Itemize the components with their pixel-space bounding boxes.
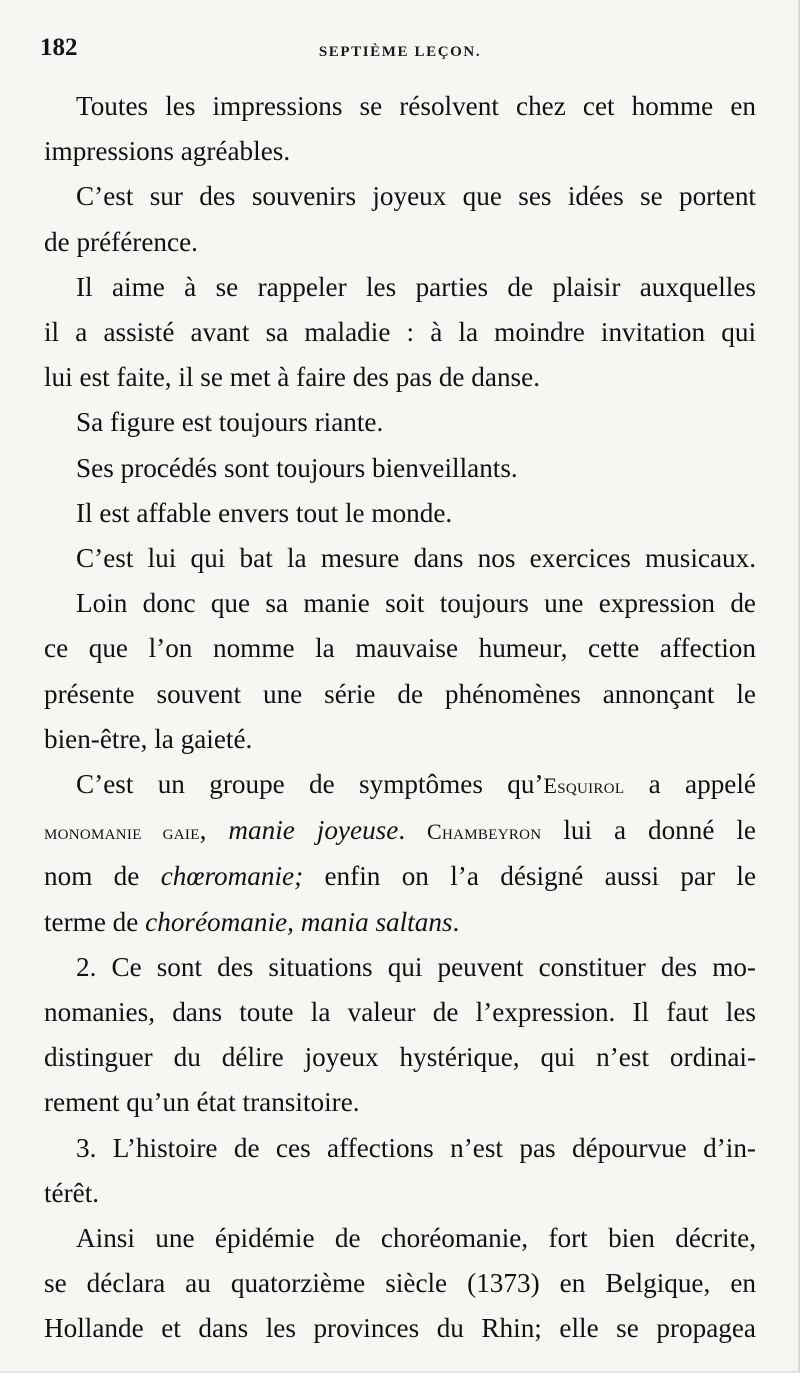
- text-line: Il aime à se rappeler les parties de plaisir auxquelles: [76, 271, 756, 302]
- paragraph: [44, 762, 756, 945]
- text-line: Ses procédés sont toujours bienveillants.: [76, 452, 518, 483]
- text-line: Toutes les impressions se résolvent chez cet homme en: [76, 91, 756, 121]
- text-line: Hollande et dans les provinces du Rhin; elle se propagea: [44, 1313, 756, 1344]
- paragraph: [44, 174, 756, 264]
- text-line: [44, 900, 756, 945]
- text-line: distinguer du délire joyeux hystérique, qui n’est ordinai-: [44, 1042, 756, 1073]
- text-line: bien-être, la gaieté.: [44, 723, 253, 754]
- paragraph: [44, 1126, 756, 1216]
- text-run: terme de: [44, 906, 146, 937]
- text-line: rement qu’un état transitoire.: [44, 1087, 360, 1118]
- text-line: se déclara au quatorzième siècle (1373) en Belgique, en: [44, 1268, 756, 1299]
- text-line: 2. Ce sont des situations qui peuvent constituer des mo-: [76, 951, 756, 982]
- text-line: nomanies, dans toute la valeur de l’expression. Il faut les: [44, 997, 756, 1028]
- author-name: Esquirol: [543, 773, 625, 799]
- text-run: lui a donné le: [541, 815, 756, 846]
- paragraph: [44, 1216, 756, 1352]
- term-italic: chœromanie;: [160, 861, 304, 892]
- text-line: il a assisté avant sa maladie : à la moindre invitation qui: [44, 317, 756, 348]
- term-italic: manie joyeuse: [228, 815, 399, 846]
- text-run: enfin on l’a désigné aussi par le: [303, 861, 757, 892]
- paragraph: [44, 400, 756, 445]
- paragraph: [44, 265, 756, 401]
- text-run: a appelé: [624, 769, 756, 800]
- text-line: C’est lui qui bat la mesure dans nos exercices musicaux.: [76, 543, 756, 574]
- text-line: Loin donc que sa manie soit toujours une expression de: [76, 588, 756, 619]
- text-line: Il est affable envers tout le monde.: [76, 497, 453, 528]
- text-line: de préférence.: [44, 226, 198, 257]
- text-line: ce que l’on nomme la mauvaise humeur, cette affection: [44, 633, 756, 664]
- text-line: Sa figure est toujours riante.: [76, 407, 384, 438]
- text-run: nom de: [44, 861, 161, 892]
- paragraph: [44, 536, 756, 581]
- text-line: impressions agréables.: [44, 136, 291, 167]
- text-run: .: [452, 906, 460, 937]
- text-line: [44, 808, 756, 854]
- paragraph: [44, 491, 756, 536]
- term-small-caps: monomanie gaie: [44, 819, 200, 845]
- running-head: [0, 0, 800, 90]
- text-run: ,: [199, 815, 229, 846]
- text-line: lui est faite, il se met à faire des pas de danse.: [44, 362, 540, 393]
- text-line: [44, 854, 756, 899]
- paragraph: [44, 945, 756, 1126]
- term-italic: choréomanie, mania saltans: [145, 906, 453, 937]
- text-run: .: [398, 815, 428, 846]
- paragraph: [44, 84, 756, 174]
- text-line: [44, 762, 756, 808]
- text-line: présente souvent une série de phénomènes annonçant le: [44, 678, 756, 709]
- chapter-heading: SEPTIÈME LEÇON.: [318, 44, 482, 60]
- text-line: 3. L’histoire de ces affections n’est pas dépourvue d’in-: [76, 1132, 756, 1163]
- paragraph: [44, 446, 756, 491]
- author-name: Chambeyron: [427, 819, 542, 845]
- text-line: Ainsi une épidémie de choréomanie, fort bien décrite,: [76, 1223, 756, 1254]
- text-run: C’est un groupe de symptômes qu’: [76, 769, 544, 800]
- text-line: térêt.: [44, 1177, 100, 1208]
- paragraph: [44, 581, 756, 762]
- body-text: [44, 84, 756, 1352]
- text-line: C’est sur des souvenirs joyeux que ses idées se portent: [76, 181, 756, 212]
- page-number: 182: [40, 34, 78, 61]
